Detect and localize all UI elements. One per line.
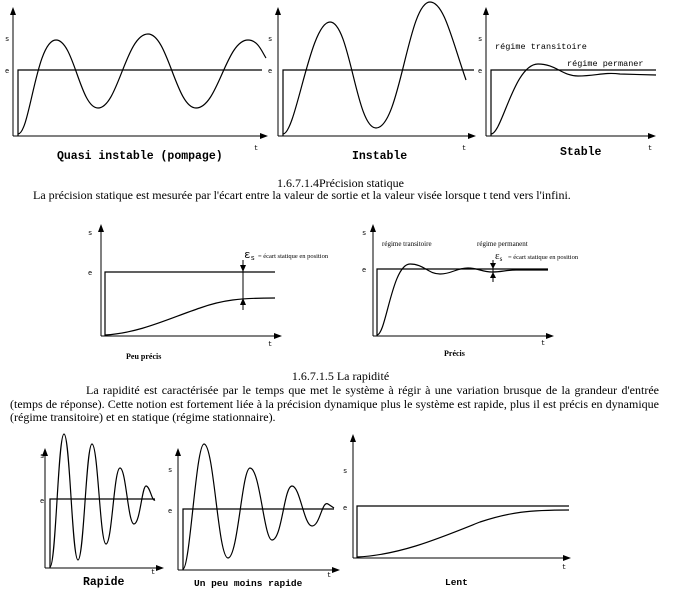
- response-curve: [377, 264, 548, 335]
- caption-quasi-instable: Quasi instable (pompage): [57, 150, 223, 163]
- e-label: e: [40, 498, 45, 506]
- ecart-statique-label: = écart statique en position: [258, 253, 329, 260]
- e-label: e: [478, 68, 483, 76]
- s-label: s: [268, 36, 273, 44]
- s-label: s: [478, 36, 483, 44]
- caption-lent: Lent: [445, 577, 468, 588]
- t-label: t: [254, 145, 259, 153]
- axes-quasi-instable: [13, 12, 262, 136]
- annotation-transitoire: régime transitoire: [495, 42, 587, 52]
- annotation-permanent: régime permaner: [567, 59, 644, 69]
- e-label: e: [88, 270, 93, 278]
- paragraph-rapidite: La rapidité est caractérisée par le temps que met le système à régir à une variation brusque de la grandeur d'entrée (temps de réponse). Cette notion est fortement liée à la précision dynamique plus le système est rapide, plus il est précis en dynamique (régime transitoire) et en statique (régime stationnaire).: [10, 383, 659, 424]
- step-input: [18, 70, 262, 136]
- s-label: s: [168, 467, 173, 475]
- axes-lent: [353, 440, 565, 558]
- caption-rapide: Rapide: [83, 576, 125, 589]
- response-curve: [50, 434, 155, 567]
- caption-instable: Instable: [352, 150, 408, 163]
- t-label: t: [151, 569, 156, 577]
- epsilon-label: εs: [244, 250, 255, 263]
- caption-peu-precis: Peu précis: [126, 352, 162, 361]
- graph-peu-precis: [0, 218, 681, 358]
- heading-rapidite: 1.6.7.1.5 La rapidité: [291, 369, 390, 383]
- axes-moins-rapide: [178, 454, 334, 570]
- caption-un-peu-moins-rapide: Un peu moins rapide: [194, 578, 303, 589]
- t-label: t: [648, 145, 653, 153]
- e-label: e: [5, 68, 10, 76]
- graph-rapidite: [0, 420, 681, 590]
- response-curve: [105, 298, 275, 335]
- annotation-permanent: régime permanent: [477, 240, 528, 248]
- s-label: s: [40, 453, 45, 461]
- axes-rapide: [45, 454, 158, 568]
- step-input: [283, 70, 474, 136]
- response-curve: [18, 34, 266, 134]
- arrow-down: [240, 265, 246, 272]
- t-label: t: [462, 145, 467, 153]
- s-label: s: [88, 230, 93, 238]
- axes-instable: [278, 12, 470, 136]
- epsilon-label: εs: [495, 250, 503, 263]
- s-label: s: [5, 36, 10, 44]
- response-curve: [283, 2, 466, 134]
- heading-precision-statique: 1.6.7.1.4Précision statique: [277, 176, 404, 190]
- axes-peu-precis: [101, 230, 276, 336]
- paragraph-precision-statique: La précision statique est mesurée par l'écart entre la valeur de sortie et la valeur visée lorsque t tend vers l'infini.: [33, 188, 571, 202]
- annotation-transitoire: régime transitoire: [382, 240, 432, 248]
- ecart-statique-label: = écart statique en position: [508, 254, 579, 261]
- response-curve: [183, 444, 334, 569]
- e-label: e: [343, 505, 348, 513]
- e-label: e: [268, 68, 273, 76]
- e-label: e: [362, 267, 367, 275]
- caption-precis: Précis: [444, 349, 465, 358]
- e-label: e: [168, 508, 173, 516]
- step-input: [377, 269, 548, 336]
- t-label: t: [562, 564, 567, 572]
- step-input: [357, 506, 569, 558]
- step-input: [183, 509, 334, 570]
- t-label: t: [541, 340, 546, 348]
- response-curve: [491, 64, 656, 134]
- s-label: s: [362, 230, 367, 238]
- step-input: [491, 70, 656, 136]
- t-label: t: [268, 341, 273, 349]
- step-input: [105, 272, 275, 336]
- s-label: s: [343, 468, 348, 476]
- response-curve: [357, 510, 569, 557]
- t-label: t: [327, 572, 332, 580]
- caption-stable: Stable: [560, 146, 602, 159]
